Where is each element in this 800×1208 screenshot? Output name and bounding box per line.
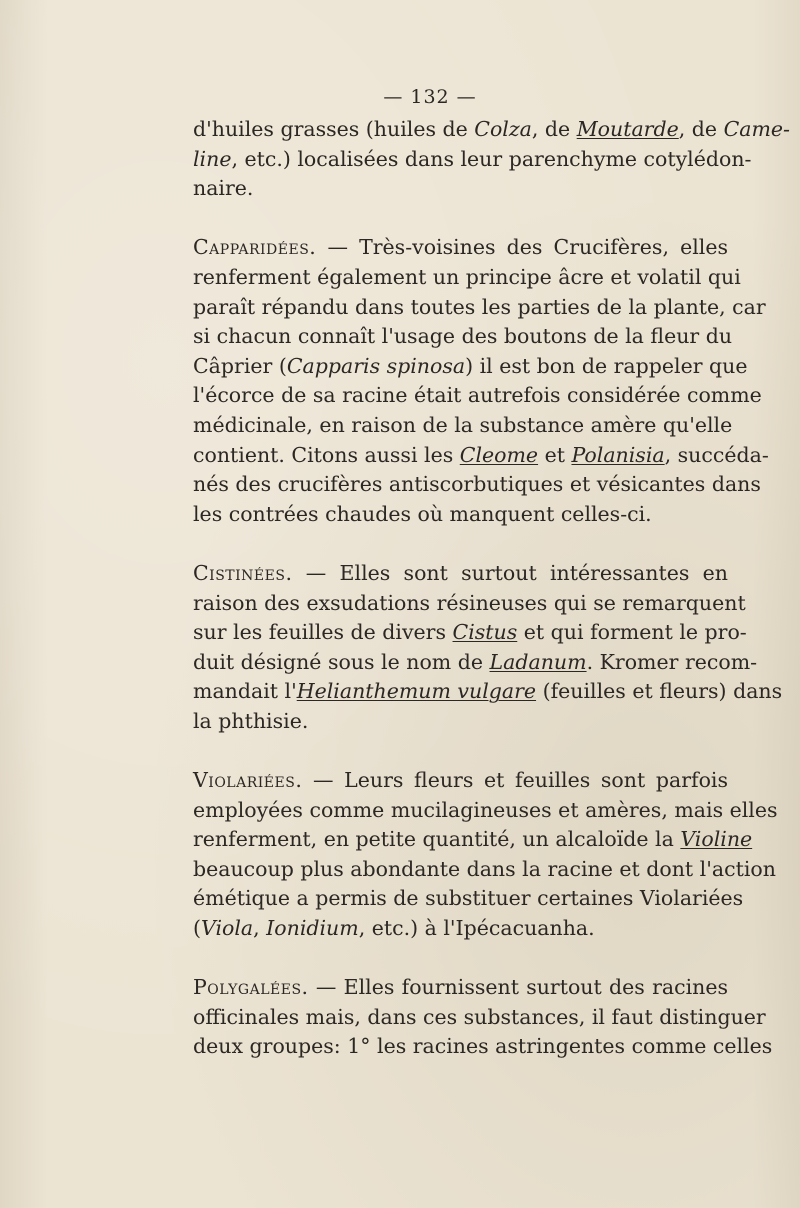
text-run: naire. (193, 176, 254, 201)
text-run: raison des exsudations résineuses qui se remarquent (193, 590, 746, 615)
text-line (193, 470, 761, 500)
text-run: beaucoup plus abondante dans la racine et dont l'action (193, 856, 776, 881)
text-line (193, 500, 728, 530)
text-run: nés des crucifères antiscorbutiques et vésicantes dans (193, 472, 761, 497)
text-run: — Elles fournissent surtout des racines (308, 975, 728, 1000)
text-line (193, 233, 728, 263)
text-run: renferment également un principe âcre et volatil qui (193, 264, 741, 289)
italic-term: Came- (723, 117, 790, 141)
italic-term: Ladanum (489, 649, 587, 674)
text-line (193, 914, 728, 944)
italic-term: line (193, 146, 232, 171)
text-line (193, 855, 776, 885)
paragraph (193, 973, 773, 1062)
text-run: employées comme mucilagineuses et amères, mais elles (193, 797, 778, 822)
page-number: — 132 — (383, 86, 477, 108)
text-line (193, 1032, 773, 1062)
section-heading: Capparidées. (193, 235, 317, 260)
paragraph (193, 233, 769, 529)
text-run: émétique a permis de substituer certaines Violariées (193, 886, 744, 911)
text-line (193, 559, 728, 589)
italic-term: Capparis spinosa (286, 353, 466, 378)
italic-term: Colza (474, 117, 532, 141)
text-line (193, 796, 778, 826)
paragraph (193, 559, 783, 737)
text-run: Câprier ( (193, 353, 287, 378)
text-run: , etc.) à l'Ipécacuanha. (358, 916, 595, 941)
text-line (193, 352, 748, 382)
text-run: , succéda- (664, 442, 769, 467)
section-heading: Polygalées. (193, 975, 309, 1000)
text-run: paraît répandu dans toutes les parties de la plante, car (193, 294, 766, 319)
text-line (193, 884, 744, 914)
text-run: , (253, 916, 267, 941)
text-line (193, 293, 766, 323)
text-line (193, 263, 741, 293)
text-line (193, 174, 728, 204)
text-line (193, 766, 728, 796)
text-line (193, 322, 733, 352)
text-line (193, 648, 758, 678)
text-run: — Très-voisines des Crucifères, elles (316, 235, 728, 260)
text-line (193, 1003, 766, 1033)
text-run: — Leurs fleurs et feuilles sont parfois (302, 768, 728, 793)
text-line (193, 381, 762, 411)
italic-term: Moutarde (576, 117, 679, 141)
text-line (193, 115, 790, 145)
text-run: ( (193, 916, 201, 941)
section-heading: Violariées. (193, 768, 303, 793)
italic-term: Viola (201, 916, 254, 941)
text-run: sur les feuilles de divers (193, 620, 453, 645)
text-line (193, 589, 746, 619)
text-run: et qui forment le pro- (517, 620, 747, 645)
text-run: si chacun connaît l'usage des boutons de la fleur du (193, 324, 733, 349)
paragraph (193, 115, 790, 204)
text-run: (feuilles et fleurs) dans (536, 679, 783, 704)
text-run: renferment, en petite quantité, un alcaloïde la (193, 827, 681, 852)
text-run: , etc.) localisées dans leur parenchyme cotylédon- (231, 146, 752, 171)
section-heading: Cistinées. (193, 560, 293, 585)
text-line (193, 825, 753, 855)
text-line (193, 707, 728, 737)
text-run: mandait l' (193, 679, 297, 704)
text-run: . Kromer recom- (586, 649, 758, 674)
italic-term: Cistus (452, 620, 518, 645)
italic-term: Cleome (459, 442, 539, 467)
text-line (193, 411, 733, 441)
text-run: , de (678, 117, 724, 141)
text-line (193, 145, 752, 175)
text-run: ) il est bon de rappeler que (465, 353, 748, 378)
body-text (193, 115, 790, 1092)
text-run: l'écorce de sa racine était autrefois considérée comme (193, 383, 762, 408)
text-run: les contrées chaudes où manquent celles-ci. (193, 501, 652, 526)
text-run: médicinale, en raison de la substance amère qu'elle (193, 412, 733, 437)
text-line (193, 618, 747, 648)
text-run: la phthisie. (193, 708, 309, 733)
text-run: officinales mais, dans ces substances, il faut distinguer (193, 1004, 766, 1029)
text-line (193, 677, 783, 707)
paragraph (193, 766, 778, 944)
text-line (193, 441, 769, 471)
text-run: , de (531, 117, 577, 141)
italic-term: Polanisia (571, 442, 665, 467)
text-run: et (538, 442, 572, 467)
text-line (193, 973, 728, 1003)
text-run: contient. Citons aussi les (193, 442, 460, 467)
text-run: — Elles sont surtout intéressantes en (292, 560, 728, 585)
text-run: deux groupes: 1° les racines astringentes comme celles (193, 1034, 773, 1059)
italic-term: Ionidium (266, 916, 359, 941)
text-run: d'huiles grasses (huiles de (193, 117, 475, 141)
text-run: duit désigné sous le nom de (193, 649, 490, 674)
italic-term: Helianthemum vulgare (296, 679, 537, 704)
italic-term: Violine (680, 827, 753, 852)
